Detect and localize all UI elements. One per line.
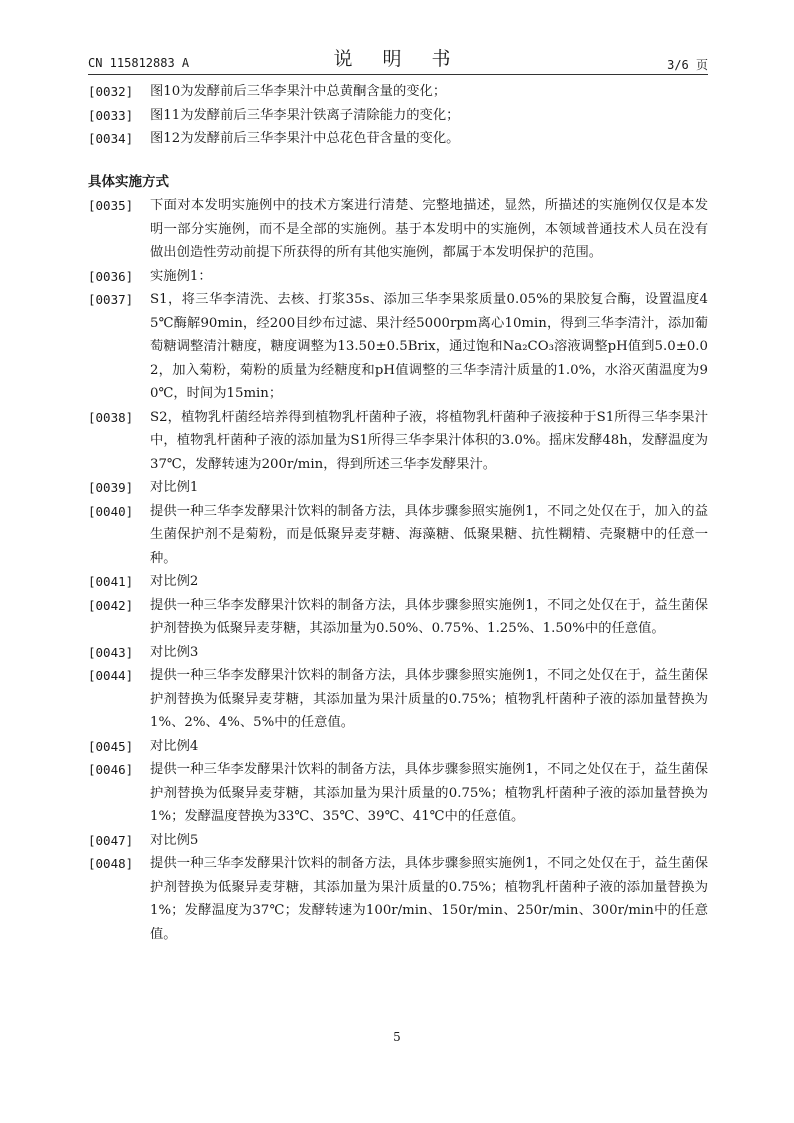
page-of: 3/6 页 (667, 58, 708, 72)
paragraph (88, 735, 708, 759)
paragraph-number: [0041] (88, 574, 134, 589)
paragraph-text: 提供一种三华李发酵果汁饮料的制备方法，具体步骤参照实施例1，不同之处仅在于，益生菌保护剂替换为低聚异麦芽糖，其添加量为果汁质量的0.75%；植物乳杆菌种子液的添加量替换为1%、2%、4%、5%中的任意值。 (150, 668, 708, 730)
paragraph-number: [0033] (88, 107, 134, 123)
paragraph-number: [0035] (88, 198, 134, 213)
paragraph (88, 829, 708, 853)
paragraph-text: 对比例2 (150, 574, 199, 589)
paragraph (88, 641, 708, 665)
paragraph (88, 104, 708, 128)
paragraph-number: [0034] (88, 131, 134, 146)
paragraph-number: [0043] (88, 644, 134, 660)
patent-number: CN 115812883 A (88, 56, 190, 70)
paragraph-number: [0047] (88, 832, 134, 848)
paragraph-text: 图12为发酵前后三华李果汁中总花色苷含量的变化。 (150, 131, 460, 146)
paragraph-text: 对比例4 (150, 738, 199, 754)
paragraph-text: 提供一种三华李发酵果汁饮料的制备方法，具体步骤参照实施例1，不同之处仅在于，益生菌保护剂替换为低聚异麦芽糖，其添加量为0.50%、0.75%、1.25%、1.50%中的任意值。 (150, 597, 708, 636)
paragraph (88, 664, 708, 735)
paragraph-text: S1，将三华李清洗、去核、打浆35s、添加三华李果浆质量0.05%的果胶复合酶，设置温度45℃酶解90min，经200目纱布过滤、果汁经5000rpm离心10min，得到三华李清汁，添加葡萄糖调整清汁糖度，糖度调整为13.50±0.5Brix，通过饱和Na₂CO₃溶液调整pH值到5.0±0.02，加入菊粉，菊粉的质量为经糖度和pH值调整的三华李清汁质量的1.0%，水浴灭菌温度为90℃，时间为15min； (150, 292, 708, 401)
page-header (88, 44, 708, 72)
paragraph-text: 提供一种三华李发酵果汁饮料的制备方法，具体步骤参照实施例1，不同之处仅在于，加入的益生菌保护剂不是菊粉，而是低聚异麦芽糖、海藻糖、低聚果糖、抗性糊精、壳聚糖中的任意一种。 (150, 503, 708, 566)
header-rule (88, 74, 708, 75)
paragraph-text: 实施例1： (150, 268, 212, 284)
paragraph-text: 对比例3 (150, 644, 199, 660)
paragraph-text: 对比例1 (150, 480, 199, 495)
paragraph-number: [0044] (88, 668, 134, 683)
paragraph (88, 758, 708, 829)
paragraph-text: 提供一种三华李发酵果汁饮料的制备方法，具体步骤参照实施例1，不同之处仅在于，益生菌保护剂替换为低聚异麦芽糖，其添加量为果汁质量的0.75%；植物乳杆菌种子液的添加量替换为1%；发酵温度为37℃；发酵转速为100r/min、150r/min、250r/min、300r/min中的任意值。 (150, 856, 708, 942)
page-number: 5 (393, 1030, 401, 1044)
section-title: 具体实施方式 (88, 173, 169, 190)
paragraph (88, 265, 708, 289)
paragraph (88, 570, 708, 594)
paragraph (88, 500, 708, 571)
paragraph (88, 406, 708, 477)
paragraph-text: S2，植物乳杆菌经培养得到植物乳杆菌种子液，将植物乳杆菌种子液接种于S1所得三华李果汁中，植物乳杆菌种子液的添加量为S1所得三华李果汁体积的3.0%。摇床发酵48h，发酵温度为37℃，发酵转速为200r/min，得到所述三华李发酵果汁。 (150, 409, 708, 472)
paragraph-text: 图11为发酵前后三华李果汁铁离子清除能力的变化； (150, 107, 460, 123)
paragraph (88, 476, 708, 500)
paragraph (88, 127, 708, 151)
paragraph (88, 852, 708, 946)
paragraph-number: [0038] (88, 409, 134, 425)
paragraph-text: 下面对本发明实施例中的技术方案进行清楚、完整地描述，显然，所描述的实施例仅仅是本发明一部分实施例，而不是全部的实施例。基于本发明中的实施例，本领域普通技术人员在没有做出创造性劳动前提下所获得的所有其他实施例，都属于本发明保护的范围。 (150, 198, 708, 260)
paragraph-number: [0048] (88, 856, 134, 871)
document-body (88, 80, 708, 946)
paragraph-number: [0040] (88, 503, 134, 519)
paragraph-number: [0037] (88, 292, 134, 307)
paragraph (88, 594, 708, 641)
paragraph-text: 提供一种三华李发酵果汁饮料的制备方法，具体步骤参照实施例1，不同之处仅在于，益生菌保护剂替换为低聚异麦芽糖，其添加量为果汁质量的0.75%；植物乳杆菌种子液的添加量替换为1%；发酵温度替换为33℃、35℃、39℃、41℃中的任意值。 (150, 762, 708, 824)
paragraph-text: 图10为发酵前后三华李果汁中总黄酮含量的变化； (150, 84, 447, 99)
paragraph-text: 对比例5 (150, 832, 199, 848)
paragraph-number: [0045] (88, 738, 134, 754)
paragraph-number: [0036] (88, 268, 134, 284)
paragraph-number: [0042] (88, 597, 134, 613)
paragraph-number: [0039] (88, 480, 134, 495)
paragraph (88, 194, 708, 265)
document-title: 说 明 书 (333, 48, 463, 70)
paragraph (88, 288, 708, 406)
paragraph (88, 80, 708, 104)
paragraph-number: [0046] (88, 762, 134, 777)
paragraph-number: [0032] (88, 84, 134, 99)
